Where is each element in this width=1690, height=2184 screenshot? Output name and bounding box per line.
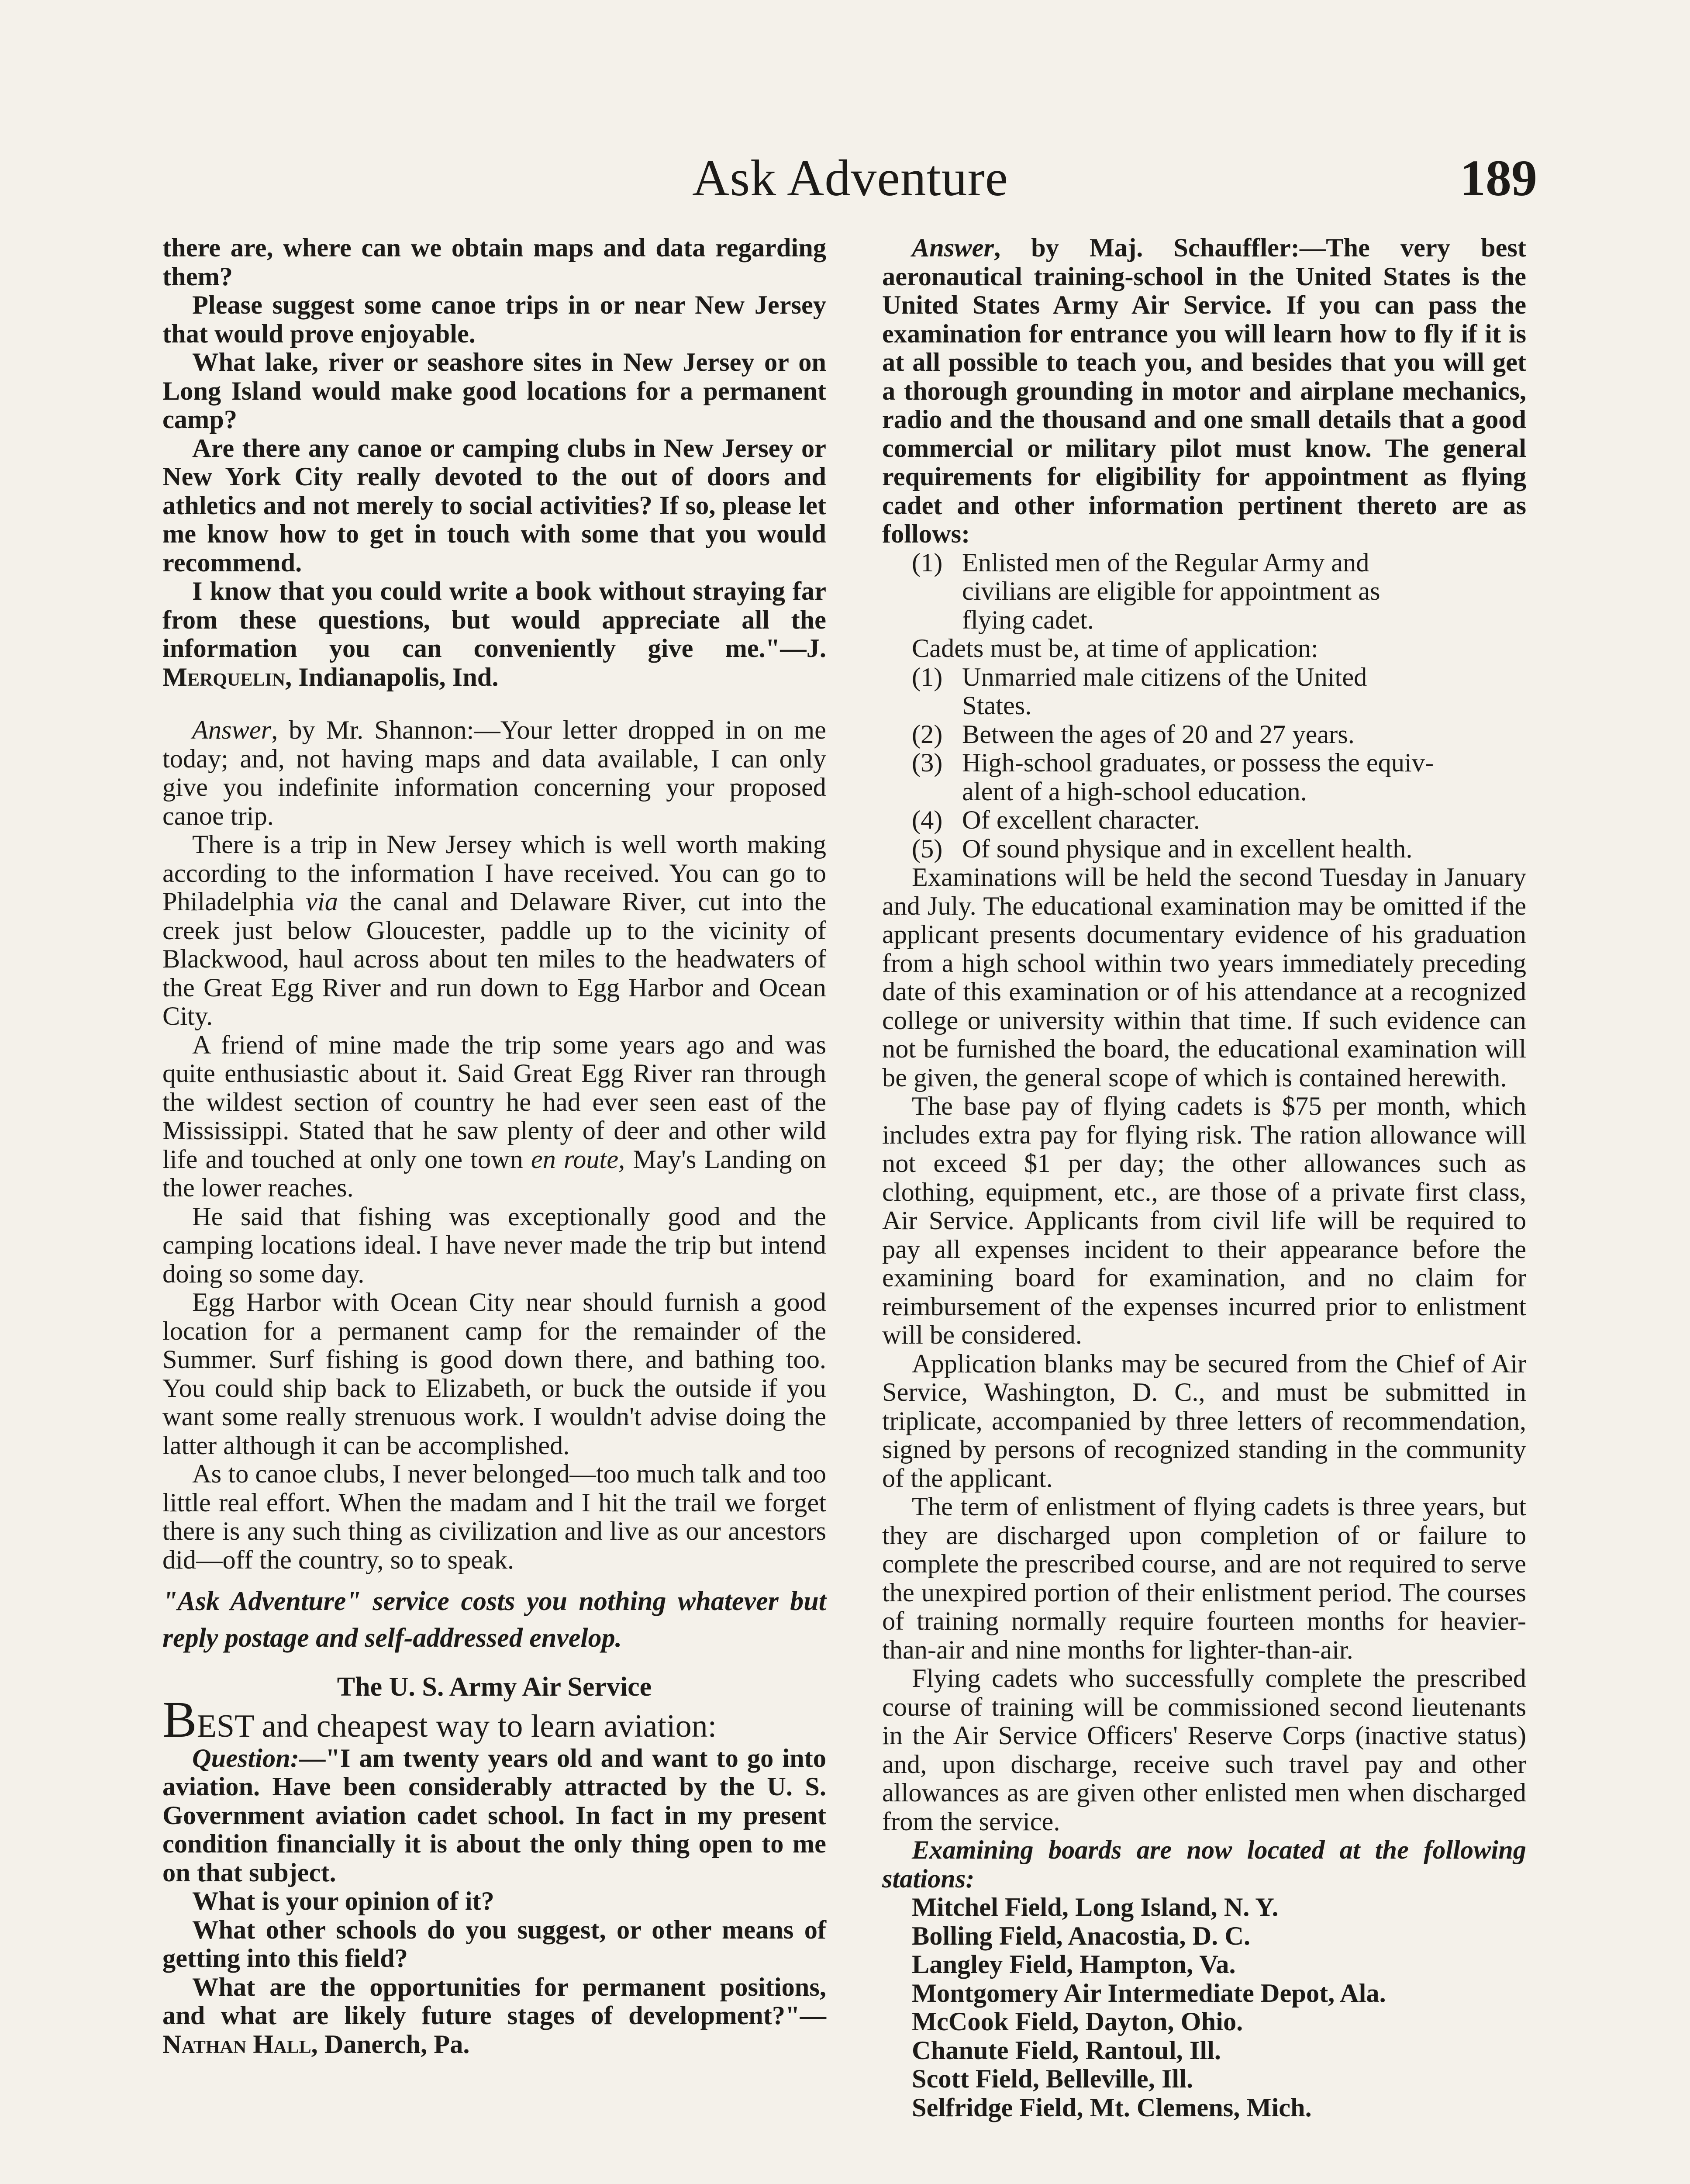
letter-paragraph	[162, 577, 826, 691]
section-lead-text: EST and cheapest way to learn aviation:	[197, 1708, 717, 1744]
paragraph-gap	[162, 691, 826, 716]
left-column	[162, 234, 826, 2059]
station-item: Selfridge Field, Mt. Clemens, Mich.	[912, 2093, 1312, 2122]
answer-text: the canal and Delaware River, cut into the creek just below Gloucester, paddle up to the vicinity of Blackwood, haul across about ten miles to the headwaters of the Great Egg River and run down to Egg Harbor and Ocean City.	[162, 887, 826, 1031]
answer-text: , by Maj. Schauffler:—The very best aeronautical training-school in the United States is the United States Army Air Service. If you can pass the examination for entrance you will learn how to fly if it is at all possible to teach you, and besides that you will get a thorough grounding in motor and airplane mechanics, radio and the thousand and one small details that a good commercial or military pilot must know. The general requirements for eligibility for appointment as flying cadet and other information pertinent thereto are as follows:	[882, 233, 1526, 549]
answer-paragraph	[162, 830, 826, 1031]
answer-paragraph	[162, 716, 826, 830]
letter-signature: J. Merquelin	[162, 634, 826, 692]
item-line: States.	[962, 691, 1032, 720]
answer-paragraph: Flying cadets who successfully complete the prescribed course of training will be commissioned second lieutenants in the Air Service Officers' Reserve Corps (inactive status) and, upon discharge, receive such travel pay and other allowances as are given other enlisted men when discharged from the service.	[882, 1664, 1526, 1836]
question-signature: Nathan Hall	[162, 2029, 311, 2059]
item-text	[962, 549, 1526, 635]
answer-italic: via	[306, 887, 338, 916]
item-number: (4)	[912, 805, 943, 835]
item-line: High-school graduates, or possess the equiv-	[962, 748, 1434, 778]
letter-paragraph: Are there any canoe or camping clubs in New Jersey or New York City really devoted to the out of doors and athletics and not merely to social activities? If so, please let me know how to get in touch with some that you would recommend.	[162, 433, 826, 577]
boards-text: Examining boards are now located at the following stations:	[882, 1835, 1526, 1894]
answer-paragraph: The term of enlistment of flying cadets is three years, but they are discharged upon completion of or failure to complete the prescribed course, and are not required to serve the unexpired portion of their enlistment period. The courses of training normally require fourteen months for heavier-than-air and nine months for lighter-than-air.	[882, 1492, 1526, 1665]
boards-heading	[882, 1836, 1526, 1893]
letter-text: I know that you could write a book without straying far from these questions, but would appreciate all the information you can conveniently give me."—	[162, 577, 826, 663]
question-paragraph	[162, 1744, 826, 1887]
answer-paragraph: Examinations will be held the second Tuesday in January and July. The educational examination may be omitted if the applicant presents documentary evidence of his graduation from a high school within two years immediately preceding date of this examination or of his attendance at a recognized college or university within that time. If such evidence can not be furnished the board, the educational examination will be given, the general scope of which is contained herewith.	[882, 863, 1526, 1092]
letter-paragraph: Please suggest some canoe trips in or near New Jersey that would prove enjoyable.	[162, 290, 826, 349]
answer-paragraph: Egg Harbor with Ocean City near should furnish a good location for a permanent camp for the remainder of the Summer. Surf fishing is good down there, and bathing too. You could ship back to Elizabeth, or buck the outside if you want some really strenuous work. I wouldn't advise doing the latter although it can be accomplished.	[162, 1288, 826, 1460]
answer-paragraph: The base pay of flying cadets is $75 per month, which includes extra pay for flying risk. The ration allowance will not exceed $1 per day; the other allowances such as clothing, equipment, etc., are those of a private first class, Air Service. Applicants from civil life will be required to pay all expenses incident to their appearance before the examining board for examination, and no claim for reimbursement of the expenses incurred prior to enlistment will be considered.	[882, 1092, 1526, 1350]
running-title: Ask Adventure	[692, 149, 1009, 207]
question-paragraph	[162, 1973, 826, 2059]
item-line: alent of a high-school education.	[962, 777, 1307, 806]
stations-list	[882, 1893, 1526, 2122]
question-paragraph: What is your opinion of it?	[192, 1887, 494, 1916]
item-line: flying cadet.	[962, 605, 1094, 635]
letter-paragraph: What lake, river or seashore sites in New Jersey or on Long Island would make good locations for a permanent camp?	[162, 348, 826, 434]
answer-lead: Answer	[192, 715, 272, 745]
answer-text: , by Mr. Shannon:—Your letter dropped in on me today; and, not having maps and data available, I can only give you indefinite information concerning your proposed canoe trip.	[162, 715, 826, 831]
question-paragraph: What other schools do you suggest, or other means of getting into this field?	[162, 1915, 826, 1973]
item-line: civilians are eligible for appointment as	[962, 577, 1380, 606]
answer-lead: Answer	[912, 233, 994, 263]
item-line: Enlisted men of the Regular Army and	[962, 548, 1369, 577]
cadet-requirement	[882, 749, 1526, 806]
answer-text: A friend of mine made the trip some years ago and was quite enthusiastic about it. Said Great Egg River ran through the wildest section of country he had ever seen east of the Mississippi. Stated that he saw plenty of deer and other wild life and touched at only one town	[162, 1030, 826, 1174]
item-number: (1)	[912, 662, 943, 692]
question-text: —"I am twenty years old and want to go into aviation. Have been considerably attracted by the U. S. Government aviation cadet school. In fact in my present condition financially it is about the only thing open to me on that subject.	[162, 1743, 826, 1887]
section-lead	[162, 1690, 826, 1748]
question-text: What are the opportunities for permanent positions, and what are likely future stages of development?"—	[162, 1972, 826, 2030]
station-item: Mitchel Field, Long Island, N. Y.	[912, 1893, 1279, 1922]
item-number: (1)	[912, 548, 943, 577]
requirement-item	[882, 549, 1526, 635]
cadets-intro: Cadets must be, at time of application:	[912, 634, 1318, 663]
answer-text: There is a trip in New Jersey which is well worth making according to the information I have received. You can go to Philadelphia	[162, 830, 826, 916]
answer-paragraph: Application blanks may be secured from the Chief of Air Service, Washington, D. C., and must be submitted in triplicate, accompanied by three letters of recommendation, signed by persons of recognized standing in the community of the applicant.	[882, 1349, 1526, 1493]
cadet-requirement	[882, 720, 1526, 749]
page-number: 189	[1460, 149, 1537, 207]
item-text	[962, 749, 1526, 806]
item-line: Unmarried male citizens of the United	[962, 662, 1367, 692]
answer-paragraph: As to canoe clubs, I never belonged—too much talk and too little real effort. When the madam and I hit the trail we forget there is any such thing as civilization and live as our ancestors did—off the country, so to speak.	[162, 1459, 826, 1575]
answer-paragraph	[882, 234, 1526, 549]
cadet-requirement	[882, 835, 1526, 864]
item-number: (2)	[912, 719, 943, 749]
answer-italic: en route,	[531, 1144, 625, 1174]
drop-cap: B	[162, 1690, 197, 1748]
station-item: Langley Field, Hampton, Va.	[912, 1950, 1236, 1979]
item-text: Of excellent character.	[962, 805, 1200, 835]
station-item: Bolling Field, Anacostia, D. C.	[912, 1921, 1251, 1951]
station-item: McCook Field, Dayton, Ohio.	[912, 2007, 1243, 2036]
station-item: Chanute Field, Rantoul, Ill.	[912, 2035, 1221, 2065]
letter-paragraph: there are, where can we obtain maps and data regarding them?	[162, 233, 826, 291]
item-number: (3)	[912, 748, 943, 778]
answer-paragraph	[162, 1031, 826, 1203]
station-item: Scott Field, Belleville, Ill.	[912, 2064, 1193, 2094]
answer-text: May's Landing on the lower reaches.	[162, 1144, 827, 1203]
section-title: The U. S. Army Air Service	[337, 1672, 652, 1702]
item-text: Of sound physique and in excellent health.	[962, 834, 1413, 864]
station-item: Montgomery Air Intermediate Depot, Ala.	[912, 1978, 1386, 2008]
item-text: Between the ages of 20 and 27 years.	[962, 719, 1355, 749]
cadet-requirement	[882, 663, 1526, 720]
question-place: , Danerch, Pa.	[311, 2029, 470, 2059]
cadet-requirement	[882, 806, 1526, 835]
question-lead: Question:	[192, 1743, 299, 1773]
item-text	[962, 663, 1526, 720]
right-column	[882, 234, 1526, 2122]
service-callout: "Ask Adventure" service costs you nothing whatever but reply postage and self-addressed envelop.	[162, 1586, 826, 1653]
item-number: (5)	[912, 834, 943, 864]
page-header	[0, 131, 1690, 218]
answer-paragraph: He said that fishing was exceptionally good and the camping locations ideal. I have never made the trip but intend doing so some day.	[162, 1202, 826, 1289]
letter-place: , Indianapolis, Ind.	[285, 662, 499, 692]
